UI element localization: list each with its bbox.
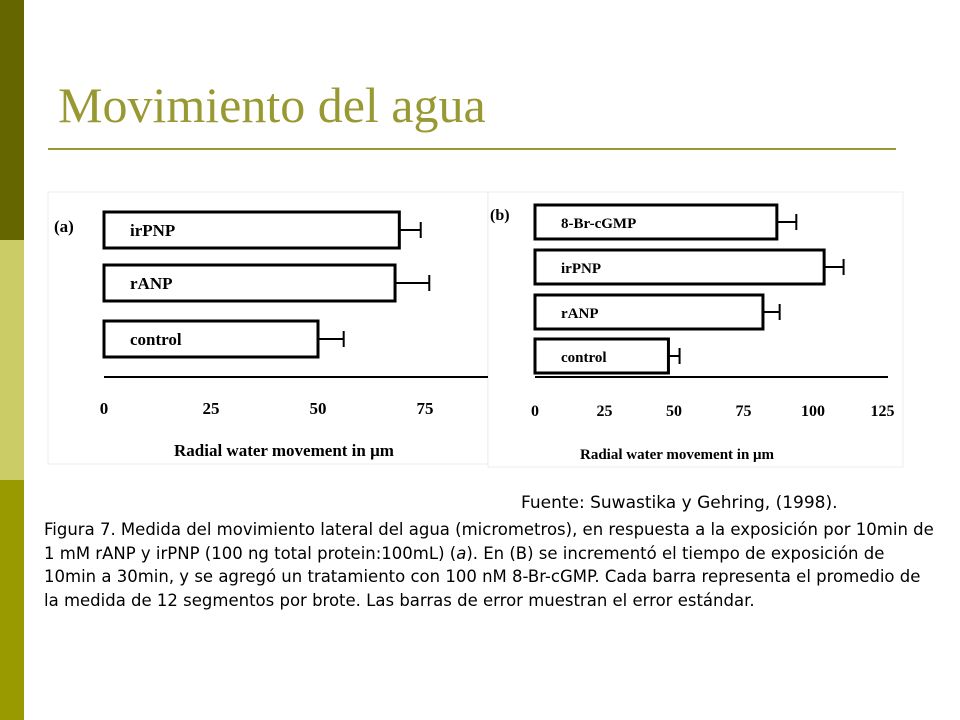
- figure-source: Fuente: Suwastika y Gehring, (1998).: [521, 493, 838, 513]
- panel-label: (b): [490, 207, 510, 224]
- caption-text-1: Figura 7. Medida del movimiento lateral del agua (micrometros), en respuesta a la exposición por 10min de 1 mM rANP y irPNP (100 ng total protein:100mL) (: [44, 520, 934, 563]
- bar-label: rANP: [130, 274, 173, 293]
- caption-panel-ref: a: [456, 543, 467, 563]
- x-axis-title: Radial water movement in μm: [580, 447, 775, 463]
- x-tick-label: 75: [416, 399, 434, 418]
- slide-title: Movimiento del agua: [58, 77, 486, 133]
- panel-label: (a): [54, 217, 74, 236]
- x-tick-label: 0: [99, 399, 109, 418]
- x-tick-label: 25: [596, 403, 613, 420]
- bar-label: 8-Br-cGMP: [561, 216, 637, 232]
- x-tick-label: 25: [202, 399, 220, 418]
- x-tick-label: 50: [666, 403, 682, 420]
- x-tick-label: 125: [870, 403, 895, 420]
- bar-label: control: [561, 350, 607, 366]
- x-axis-title: Radial water movement in μm: [174, 441, 394, 460]
- x-tick-label: 100: [801, 403, 825, 420]
- bar-label: rANP: [561, 306, 599, 322]
- caption-text-2: ). En (B) se incrementó el tiempo de exposición de 10min a 30min, y se agregó un tratamiento con 100 nM 8-Br-cGMP. Cada barra representa el promedio de la medida de 12 segmentos por brote. Las barras de error muestran el error estándar.: [44, 543, 921, 610]
- bar-label: control: [130, 330, 182, 349]
- bar-label: irPNP: [561, 261, 601, 277]
- x-tick-label: 75: [735, 403, 752, 420]
- figure-caption: [44, 518, 934, 612]
- x-tick-label: 50: [309, 399, 327, 418]
- bar-label: irPNP: [130, 221, 176, 240]
- x-tick-label: 0: [531, 403, 539, 420]
